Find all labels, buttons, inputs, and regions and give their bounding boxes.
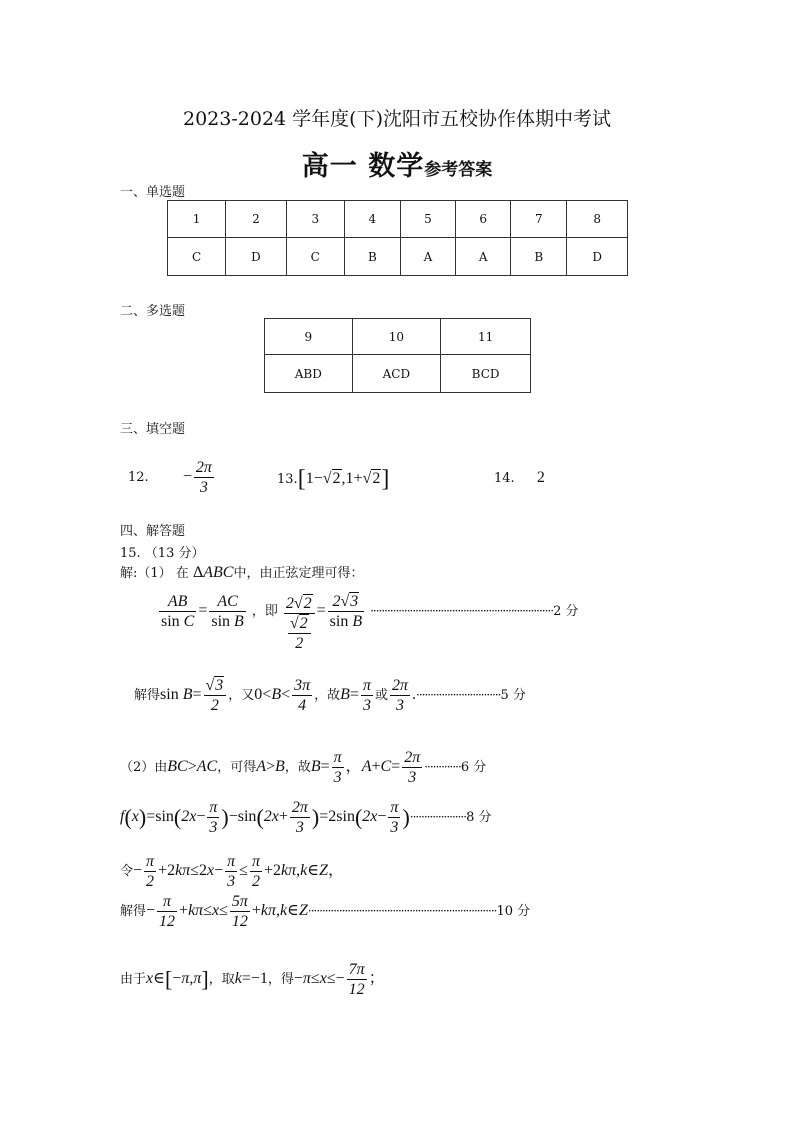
dot-leader: ··································································· — [307, 904, 497, 919]
q15-step1 — [157, 592, 578, 653]
q15-solution-range — [120, 892, 530, 931]
q14-answer: 2 — [536, 469, 545, 486]
q15-take: ，取 — [208, 972, 235, 988]
dot-leader: ············· — [424, 760, 461, 775]
multi-choice-number-row — [265, 319, 531, 355]
table-cell: A — [456, 238, 511, 276]
single-choice-number-row — [168, 201, 628, 238]
multi-choice-answer-row — [265, 355, 531, 393]
q15-inequality — [120, 852, 344, 891]
section-multi-choice: 二、多选题 — [120, 304, 186, 319]
sinB-result: sin B= $\frac{√3}{2}$ — [160, 686, 228, 703]
triangle-abc: ΔABC — [192, 564, 234, 581]
x-result: −π≤x≤− $\frac{7\pi}{12}$ ； — [293, 961, 385, 998]
section-solutions: 四、解答题 — [120, 524, 186, 539]
single-choice-table — [167, 200, 628, 276]
q15-step2-or: 或 — [375, 688, 389, 704]
score-5: 5 分 — [500, 688, 526, 704]
document-title: 2023-2024 学年度(下)沈阳市五校协作体期中考试 — [183, 108, 611, 130]
table-cell: D — [567, 238, 628, 276]
q15-let: 令 — [120, 864, 134, 880]
q13-label: 13. — [277, 472, 298, 488]
B-range: 0<B< $\frac{3\pi}{4}$ — [254, 677, 311, 714]
q15-step1-text: ，即 — [251, 604, 278, 620]
table-cell: ABD — [265, 355, 353, 393]
table-cell: B — [511, 238, 567, 276]
q15-since: 由于 — [120, 972, 147, 988]
q15-intro-text: 解:（1） 在 — [120, 566, 189, 581]
dot-leader: ···················· — [409, 810, 467, 825]
section-single-choice: 一、单选题 — [120, 185, 186, 200]
q13-answer: [1−√2,1+√2] — [297, 466, 390, 492]
q15-solve: 解得 — [120, 904, 147, 920]
table-cell: BCD — [441, 355, 531, 393]
q12-label: 12. — [128, 470, 149, 486]
q15-step2 — [134, 676, 526, 715]
table-cell: 5 — [400, 201, 455, 238]
table-cell: 1 — [168, 201, 226, 238]
fx-expression: f(x)=sin(2x− $\frac{\pi}{3}$ )−sin(2x+ $\frac{2\pi}{3}$ )=2sin(2x− $\frac{\pi}{3}$ ) — [120, 799, 410, 836]
table-cell: 4 — [344, 201, 400, 238]
table-cell: C — [168, 238, 226, 276]
fill-q13 — [277, 466, 389, 493]
table-cell: 10 — [352, 319, 441, 355]
dot-leader: ································································· — [370, 604, 554, 619]
fill-q12 — [128, 458, 216, 497]
section-fill-blank: 三、填空题 — [120, 422, 186, 437]
q15-get: ，得 — [267, 972, 294, 988]
B-value-2: $\frac{2\pi}{3}$ . — [392, 677, 417, 714]
B-final: B= $\frac{\pi}{3}$ ，A+C= $\frac{2\pi}{3}$ — [310, 749, 421, 786]
B-values: B= $\frac{\pi}{3}$ — [340, 677, 371, 714]
table-cell: D — [226, 238, 287, 276]
q15-part2-text: （2）由 — [120, 760, 168, 776]
law-of-sines-sub: $\frac{2√2}{\frac{√2}{2}}$ = $\frac{2√3}{\text{sin B}}$ — [285, 593, 363, 652]
bc-gt-ac: BC>AC — [167, 758, 218, 776]
score-6: 6 分 — [460, 760, 487, 776]
subtitle-answer-key: 参考答案 — [424, 160, 493, 180]
score-10: 10 分 — [496, 904, 531, 920]
subtitle-main: 高一 数学 — [301, 151, 425, 182]
q15-final — [120, 960, 385, 999]
inequality-expression: − $\frac{\pi}{2}$ +2kπ≤2x− $\frac{\pi}{3}$ ≤ $\frac{\pi}{2}$ +2kπ,k∈Z， — [133, 853, 344, 890]
table-cell: 2 — [226, 201, 287, 238]
document-subtitle — [0, 144, 794, 183]
table-cell: 9 — [265, 319, 353, 355]
table-cell: C — [286, 238, 344, 276]
table-cell: 3 — [286, 201, 344, 238]
table-cell: ACD — [352, 355, 441, 393]
fill-q14 — [494, 469, 545, 487]
law-of-sines: $\frac{AB}{\text{sin C}}$ = $\frac{AC}{\text{sin B}}$ — [161, 593, 244, 630]
q15-intro-text2: 中，由正弦定理可得： — [233, 566, 364, 581]
table-cell: B — [344, 238, 400, 276]
dot-leader: ······························ — [416, 688, 501, 703]
table-cell: 8 — [567, 201, 628, 238]
single-choice-answer-row — [168, 238, 628, 276]
x-domain: x∈[−π,π] — [146, 966, 209, 992]
table-cell: 11 — [441, 319, 531, 355]
q15-part2-text2: ，可得 — [217, 760, 257, 776]
q15-step2-text: 解得 — [134, 688, 161, 704]
q15-fx-line — [120, 798, 491, 837]
q12-answer: − $\frac{2\pi}{3}$ — [182, 459, 212, 496]
q15-part2-line1 — [120, 748, 486, 787]
q15-part2-text3: ，故 — [284, 760, 311, 776]
range-expression: − $\frac{\pi}{12}$ +kπ≤x≤ $\frac{5\pi}{12}$ +kπ,k∈Z — [146, 893, 308, 930]
a-gt-b: A>B — [256, 758, 285, 776]
q15-intro — [120, 562, 363, 582]
q15-header: 15. （13 分） — [120, 546, 205, 561]
q15-step2-text3: ，故 — [314, 688, 341, 704]
table-cell: 7 — [511, 201, 567, 238]
multi-choice-table — [264, 318, 531, 393]
score-2: 2 分 — [553, 604, 579, 620]
q14-label: 14. — [494, 471, 515, 486]
k-value: k=−1 — [234, 970, 268, 988]
score-8: 8 分 — [466, 810, 492, 826]
table-cell: 6 — [456, 201, 511, 238]
q15-step2-text2: ，又 — [228, 688, 255, 704]
table-cell: A — [400, 238, 455, 276]
